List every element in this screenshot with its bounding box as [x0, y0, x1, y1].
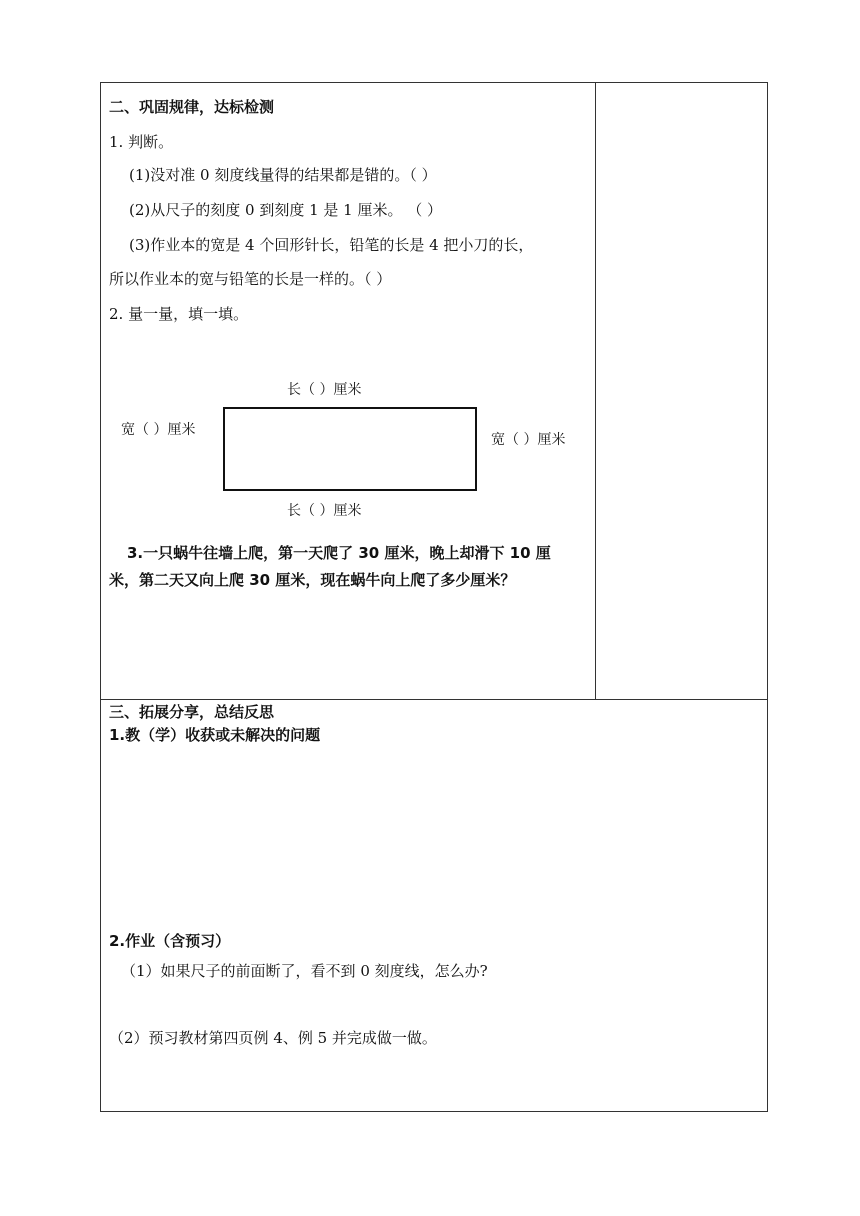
- q3-line-1: 3.一只蜗牛往墙上爬，第一天爬了 30 厘米，晚上却滑下 10 厘: [127, 544, 551, 562]
- section2-heading: 二、巩固规律，达标检测: [109, 98, 275, 116]
- rectangle-figure: [223, 407, 477, 491]
- figure-top-label: 长（ ）厘米: [287, 382, 362, 398]
- section3-heading: 三、拓展分享，总结反思: [109, 703, 275, 721]
- column-divider: [595, 83, 596, 699]
- homework-1: （1）如果尺子的前面断了，看不到 0 刻度线，怎么办?: [121, 962, 488, 980]
- section3-item-1: 1.教（学）收获或未解决的问题: [109, 726, 321, 744]
- q1-item-3: (3)作业本的宽是 4 个回形针长，铅笔的长是 4 把小刀的长，: [129, 236, 534, 254]
- row-divider: [101, 699, 767, 700]
- homework-2: （2）预习教材第四页例 4、例 5 并完成做一做。: [109, 1029, 437, 1047]
- figure-bottom-label: 长（ ）厘米: [287, 503, 362, 519]
- q1-item-1: (1)没对准 0 刻度线量得的结果都是错的。（ ）: [129, 166, 437, 184]
- q2-title: 2. 量一量，填一填。: [109, 305, 249, 323]
- figure-right-label: 宽（ ）厘米: [491, 432, 566, 448]
- q1-item-2: (2)从尺子的刻度 0 到刻度 1 是 1 厘米。 （ ）: [129, 201, 443, 219]
- section3-item-2: 2.作业（含预习）: [109, 932, 231, 950]
- q1-title: 1. 判断。: [109, 133, 174, 151]
- figure-left-label: 宽（ ）厘米: [121, 422, 196, 438]
- q1-item-3-cont: 所以作业本的宽与铅笔的长是一样的。（ ）: [109, 270, 392, 288]
- q3-line-2: 米，第二天又向上爬 30 厘米，现在蜗牛向上爬了多少厘米？: [109, 571, 516, 589]
- worksheet-table: [100, 82, 768, 1112]
